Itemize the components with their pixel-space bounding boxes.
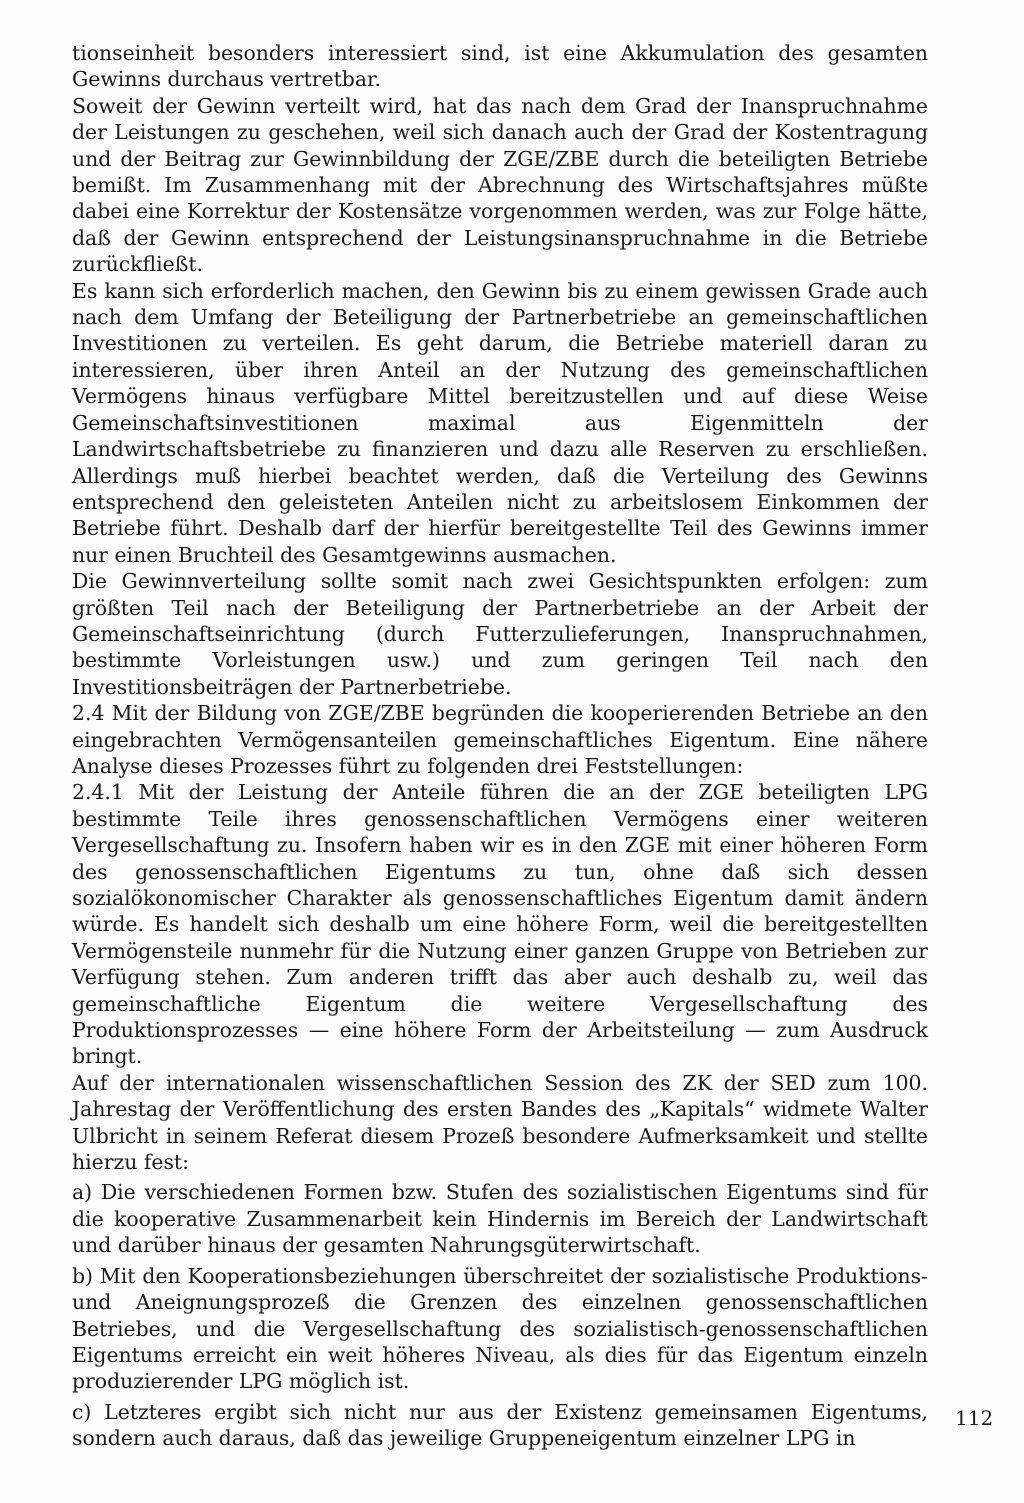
paragraph: Die Gewinnverteilung sollte somit nach zwei Gesichtspunkten erfolgen: zum größten Teil nach der Beteiligung der Partnerbetriebe an der Arbeit der Gemeinschaftseinrichtung (durch Futterzulieferungen, Inanspruchnahmen, bestimmte Vorleistungen usw.) und zum geringen Teil nach den Investitionsbeiträgen der Partnerbetriebe. <box>72 569 928 699</box>
subsection-paragraph: 2.4.1 Mit der Leistung der Anteile führen die an der ZGE beteiligten LPG bestimmte Teile ihres genossenschaftlichen Vermögens einer weiteren Vergesellschaftung zu. Insofern haben wir es in den ZGE mit einer höheren Form des genossenschaftlichen Eigentums zu tun, ohne daß sich dessen sozialökonomischer Charakter als genossenschaftliches Eigentum damit ändern würde. Es handelt sich deshalb um eine höhere Form, weil die bereitgestellten Vermögensteile nunmehr für die Nutzung einer ganzen Gruppe von Betrieben zur Verfügung stehen. Zum anderen trifft das aber auch deshalb zu, weil das gemeinschaftliche Eigentum die weitere Vergesellschaftung des Produktionsprozesses — eine höhere Form der Arbeitsteilung — zum Ausdruck bringt. <box>72 780 928 1069</box>
paragraph: Soweit der Gewinn verteilt wird, hat das nach dem Grad der Inanspruchnahme der Leistungen zu geschehen, weil sich danach auch der Grad der Kostentragung und der Beitrag zur Gewinnbildung der ZGE/ZBE durch die beteiligten Betriebe bemißt. Im Zusammenhang mit der Abrechnung des Wirtschaftsjahres müßte dabei eine Korrektur der Kostensätze vorgenommen werden, was zur Folge hätte, daß der Gewinn entsprechend der Leistungsinanspruchnahme in die Betriebe zurückfließt. <box>72 93 928 277</box>
page-number: 112 <box>955 1406 994 1430</box>
paragraph: tionseinheit besonders interessiert sind, ist eine Akkumulation des gesamten Gewinns durchaus vertretbar. <box>72 41 928 92</box>
list-item: a) Die verschiedenen Formen bzw. Stufen des sozialistischen Eigentums sind für die kooperative Zusammenarbeit kein Hindernis im Bereich der Landwirtschaft und darüber hinaus der gesamten Nahrungsgüterwirtschaft. <box>72 1180 928 1258</box>
paragraph: Auf der internationalen wissenschaftlichen Session des ZK der SED zum 100. Jahrestag der Veröffentlichung des ersten Bandes des „Kapitals“ widmete Walter Ulbricht in seinem Referat diesem Prozeß besondere Aufmerksamkeit und stellte hierzu fest: <box>72 1070 928 1175</box>
list-item: c) Letzteres ergibt sich nicht nur aus der Existenz gemeinsamen Eigentums, sondern auch daraus, daß das jeweilige Gruppeneigentum einzelner LPG in <box>72 1399 928 1451</box>
section-paragraph: 2.4 Mit der Bildung von ZGE/ZBE begründen die kooperierenden Betriebe an den eingebrachten Vermögensanteilen gemeinschaftliches Eigentum. Eine nähere Analyse dieses Prozesses führt zu folgenden drei Feststellungen: <box>72 701 928 778</box>
list-item: b) Mit den Kooperationsbeziehungen überschreitet der sozialistische Produktions- und Aneignungsprozeß die Grenzen des einzelnen genossenschaftlichen Betriebes, und die Vergesellschaftung des sozialistisch-genossenschaftlichen Eigentums erreicht ein weit höheres Niveau, als dies für das Eigentum einzeln produzierender LPG möglich ist. <box>72 1263 928 1394</box>
paragraph: Es kann sich erforderlich machen, den Gewinn bis zu einem gewissen Grade auch nach dem Umfang der Beteiligung der Partnerbetriebe an gemeinschaftlichen Investitionen zu verteilen. Es geht darum, die Betriebe materiell daran zu interessieren, über ihren Anteil an der Nutzung des gemeinschaftlichen Vermögens hinaus verfügbare Mittel bereitzustellen und auf diese Weise Gemeinschaftsinvestitionen maximal aus Eigenmitteln der Landwirtschaftsbetriebe zu finanzieren und dazu alle Reserven zu erschließen. Allerdings muß hierbei beachtet werden, daß die Verteilung des Gewinns entsprechend den geleisteten Anteilen nicht zu arbeitslosem Einkommen der Betriebe führt. Deshalb darf der hierfür bereitgestellte Teil des Gewinns immer nur einen Bruchteil des Gesamtgewinns ausmachen. <box>72 278 928 567</box>
body-text <box>72 40 928 1452</box>
